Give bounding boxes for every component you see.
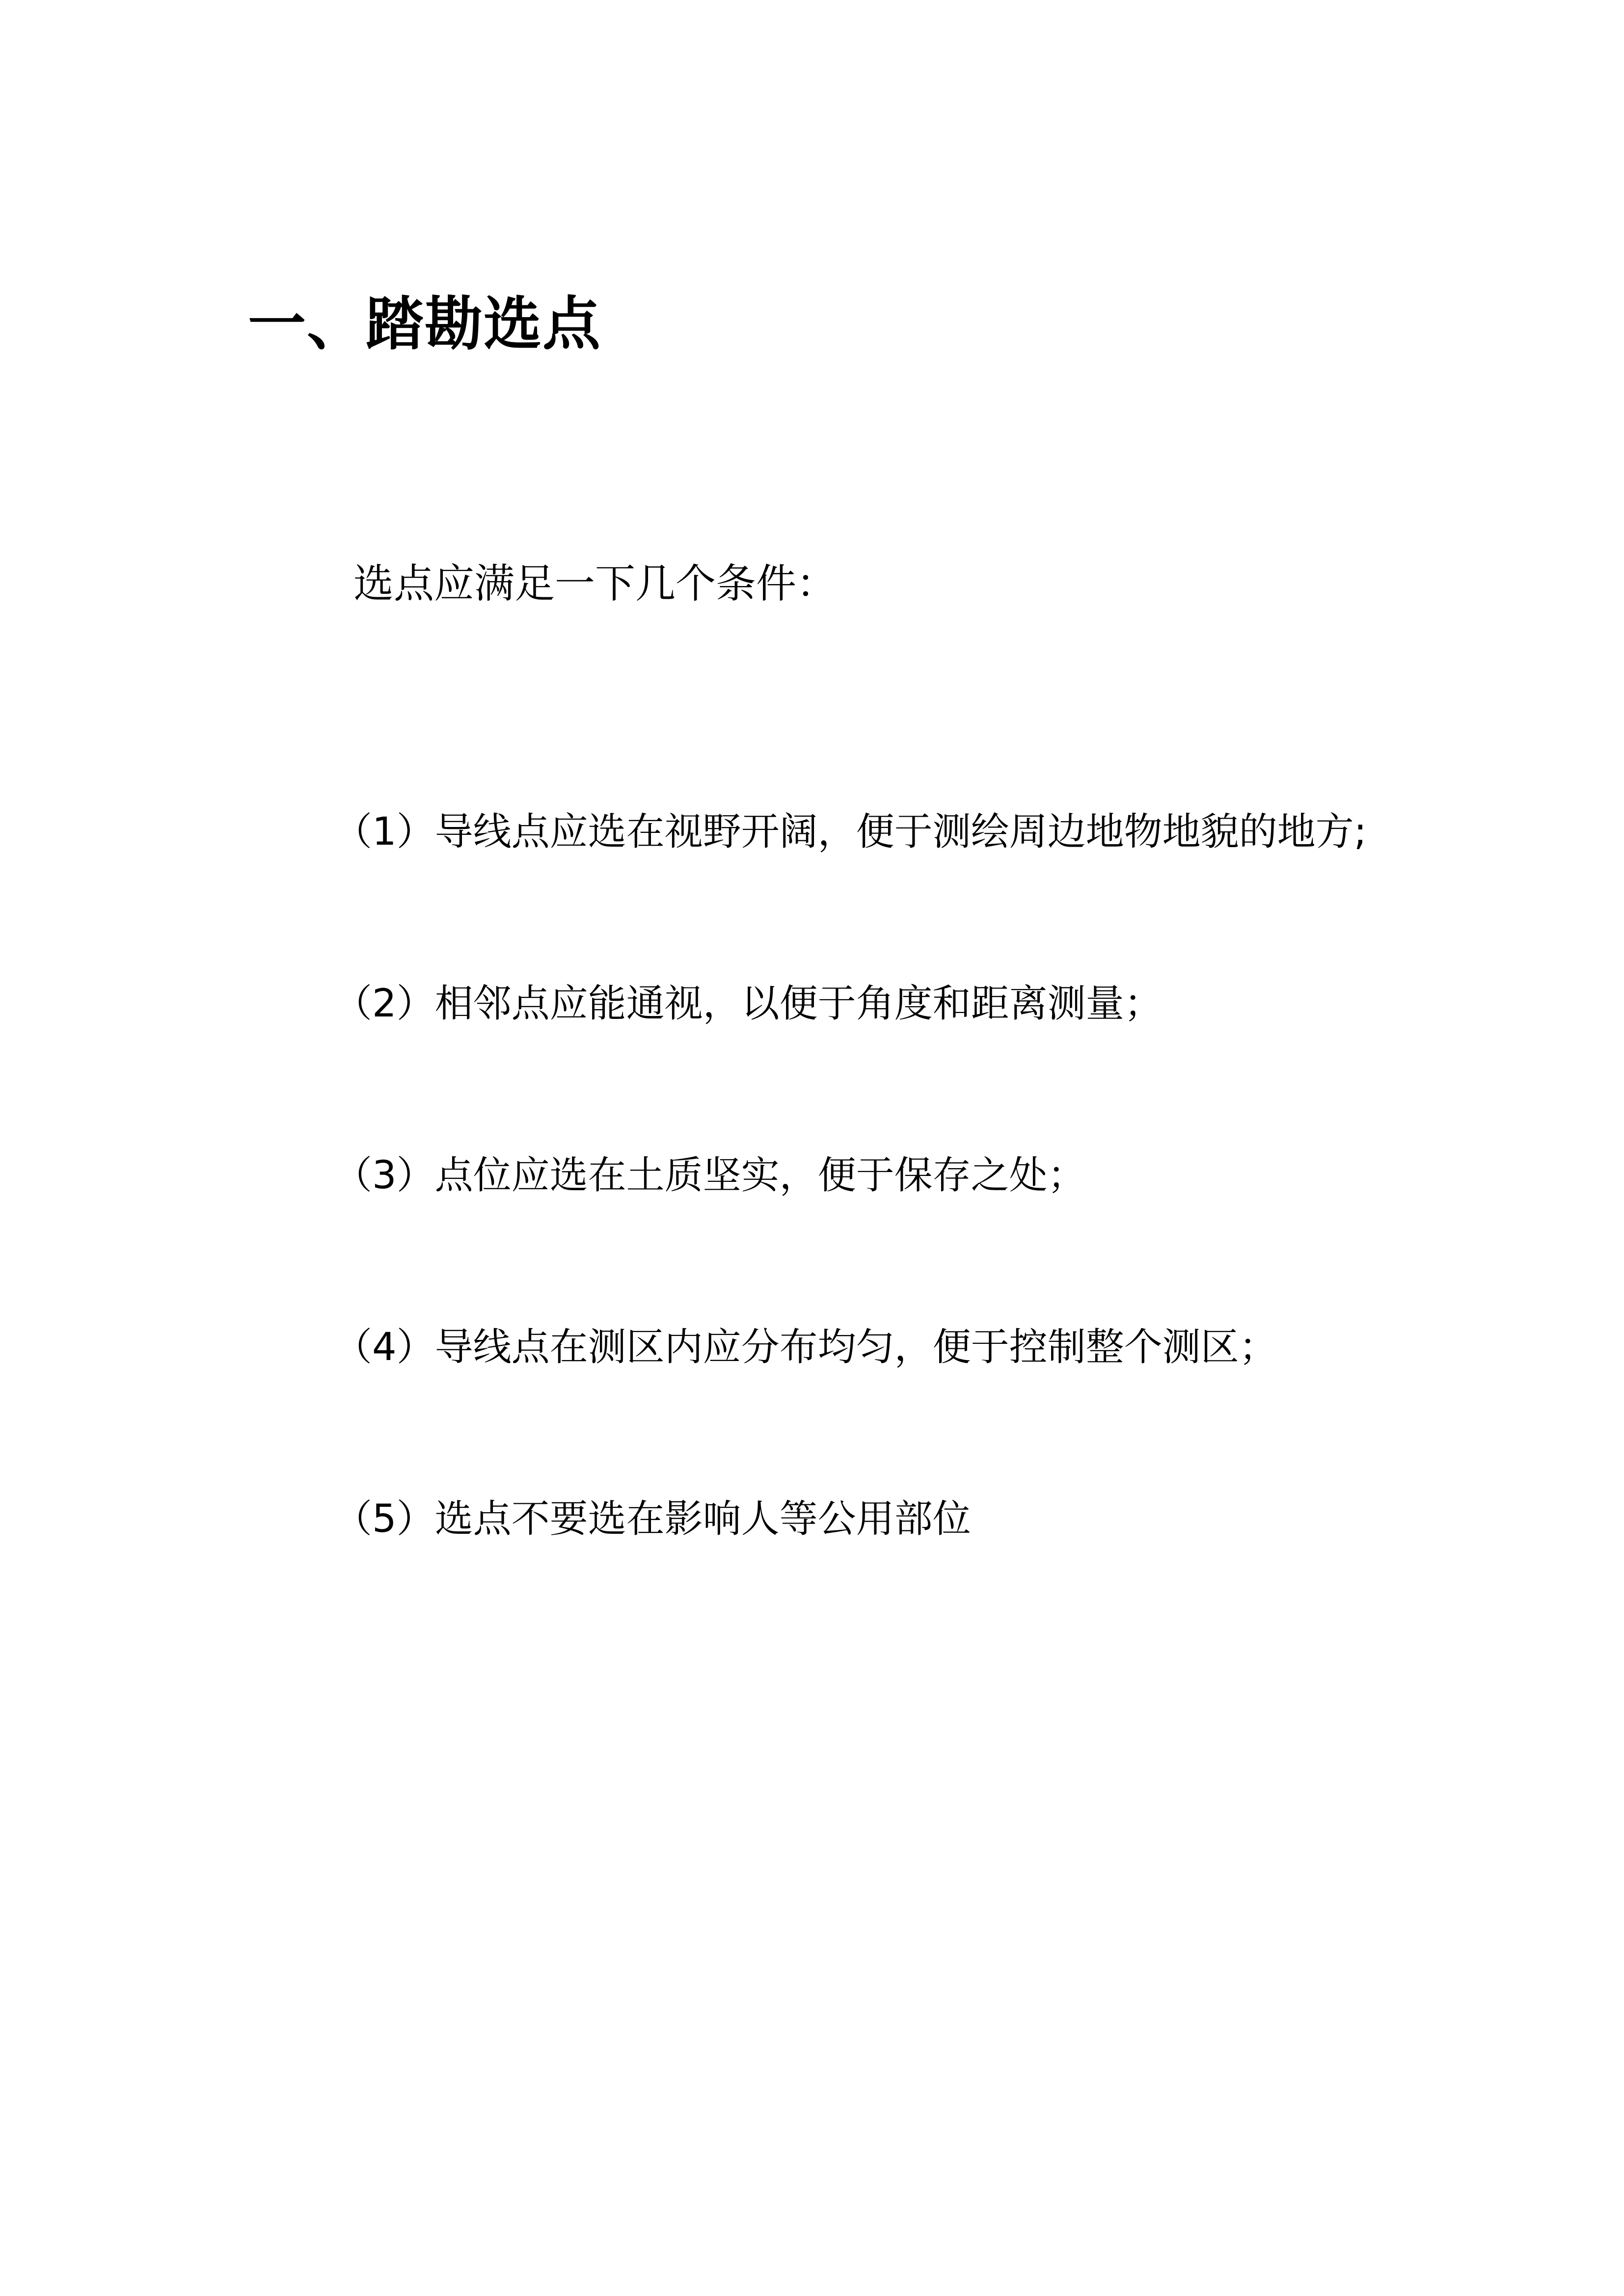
condition-item-3: （3）点位应选在土质坚实，便于保存之处；: [334, 1153, 1086, 1198]
conditions-list: [334, 805, 1367, 1664]
condition-item-5: （5）选点不要选在影响人等公用部位: [334, 1497, 971, 1541]
intro-paragraph: 选点应满足一下几个条件：: [353, 561, 837, 607]
section-heading: 一、踏勘选点: [248, 290, 602, 358]
condition-item-2: （2）相邻点应能通视，以便于角度和距离测量；: [334, 982, 1163, 1026]
condition-item-4: （4）导线点在测区内应分布均匀，便于控制整个测区；: [334, 1325, 1277, 1369]
condition-item-1: （1）导线点应选在视野开阔，便于测绘周边地物地貌的地方;: [334, 810, 1367, 854]
